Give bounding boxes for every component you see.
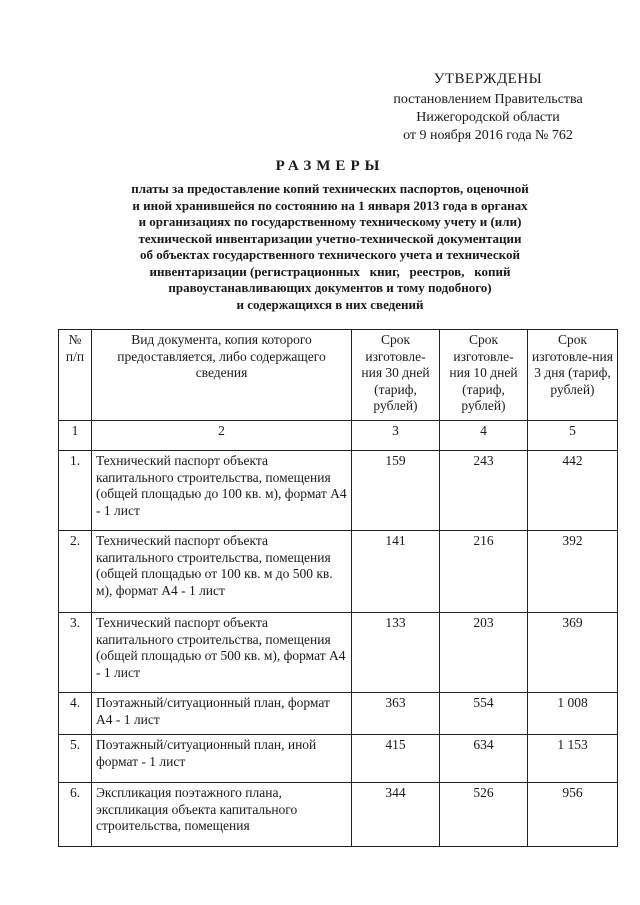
index-cell: 2	[92, 421, 352, 451]
title-line: и иной хранившейся по состоянию на 1 января 2013 года в органах	[132, 197, 528, 213]
approval-heading: УТВЕРЖДЕНЫ	[433, 71, 543, 87]
title-subtitle	[90, 181, 570, 313]
row-number: 2.	[59, 531, 92, 613]
approval-block	[368, 70, 608, 145]
tariff-3-days: 1 153	[528, 735, 618, 783]
title-line: правоустанавливающих документов и тому подобного)	[168, 280, 492, 295]
approval-line: от 9 ноября 2016 года № 762	[403, 128, 573, 143]
row-description: Технический паспорт объекта капитального строительства, помещения (общей площадью до 100 кв. м), формат А4 - 1 лист	[92, 451, 352, 531]
table-header-row	[59, 330, 618, 421]
tariff-10-days: 243	[440, 451, 528, 531]
row-number: 6.	[59, 783, 92, 847]
row-description: Экспликация поэтажного плана, экспликация объекта капитального строительства, помещения	[92, 783, 352, 847]
row-description: Технический паспорт объекта капитального строительства, помещения (общей площадью от 100 кв. м до 500 кв. м), формат А4 - 1 лист	[92, 531, 352, 613]
tariff-3-days: 369	[528, 613, 618, 693]
row-number: 3.	[59, 613, 92, 693]
tariff-10-days: 526	[440, 783, 528, 847]
tariff-3-days: 956	[528, 783, 618, 847]
tariff-30-days: 141	[352, 531, 440, 613]
tariff-10-days: 203	[440, 613, 528, 693]
approval-line: Нижегородской области	[416, 110, 560, 125]
table-row	[59, 735, 618, 783]
tariff-10-days: 634	[440, 735, 528, 783]
row-number: 4.	[59, 693, 92, 735]
tariff-table	[58, 329, 618, 847]
index-cell: 5	[528, 421, 618, 451]
tariff-30-days: 133	[352, 613, 440, 693]
index-cell: 3	[352, 421, 440, 451]
title-line: платы за предоставление копий технических паспортов, оценочной	[131, 181, 529, 196]
approval-line: постановлением Правительства	[393, 92, 583, 107]
header-term-10-days: Срок изготовле-ния 10 дней (тариф, рублей)	[440, 330, 528, 421]
row-description: Технический паспорт объекта капитального строительства, помещения (общей площадью от 500 кв. м), формат А4 - 1 лист	[92, 613, 352, 693]
header-term-30-days: Срок изготовле-ния 30 дней (тариф, рублей)	[352, 330, 440, 421]
tariff-30-days: 415	[352, 735, 440, 783]
index-cell: 1	[59, 421, 92, 451]
title-line: технической инвентаризации учетно-технической документации	[138, 230, 522, 246]
column-index-row	[59, 421, 618, 451]
title-line: об объектах государственного технического учета и технической	[140, 247, 520, 262]
header-term-3-days: Срок изготовле-ния 3 дня (тариф, рублей)	[528, 330, 618, 421]
tariff-30-days: 159	[352, 451, 440, 531]
row-description: Поэтажный/ситуационный план, иной формат - 1 лист	[92, 735, 352, 783]
table-row	[59, 613, 618, 693]
tariff-3-days: 392	[528, 531, 618, 613]
tariff-3-days: 1 008	[528, 693, 618, 735]
tariff-30-days: 344	[352, 783, 440, 847]
index-cell: 4	[440, 421, 528, 451]
title-line: и содержащихся в них сведений	[236, 296, 424, 312]
table-row	[59, 531, 618, 613]
tariff-30-days: 363	[352, 693, 440, 735]
row-number: 5.	[59, 735, 92, 783]
header-document-type: Вид документа, копия которого предоставляется, либо содержащего сведения	[92, 330, 352, 421]
row-number: 1.	[59, 451, 92, 531]
table-row	[59, 451, 618, 531]
title-line: инвентаризации (регистрационных книг, реестров, копий	[149, 263, 511, 279]
tariff-10-days: 554	[440, 693, 528, 735]
header-number: № п/п	[59, 330, 92, 421]
title-line: и организациях по государственному техническому учету и (или)	[138, 214, 522, 229]
table-row	[59, 783, 618, 847]
tariff-3-days: 442	[528, 451, 618, 531]
document-title	[90, 158, 570, 313]
row-description: Поэтажный/ситуационный план, формат А4 - 1 лист	[92, 693, 352, 735]
tariff-10-days: 216	[440, 531, 528, 613]
table-row	[59, 693, 618, 735]
title-main: РАЗМЕРЫ	[275, 158, 385, 174]
